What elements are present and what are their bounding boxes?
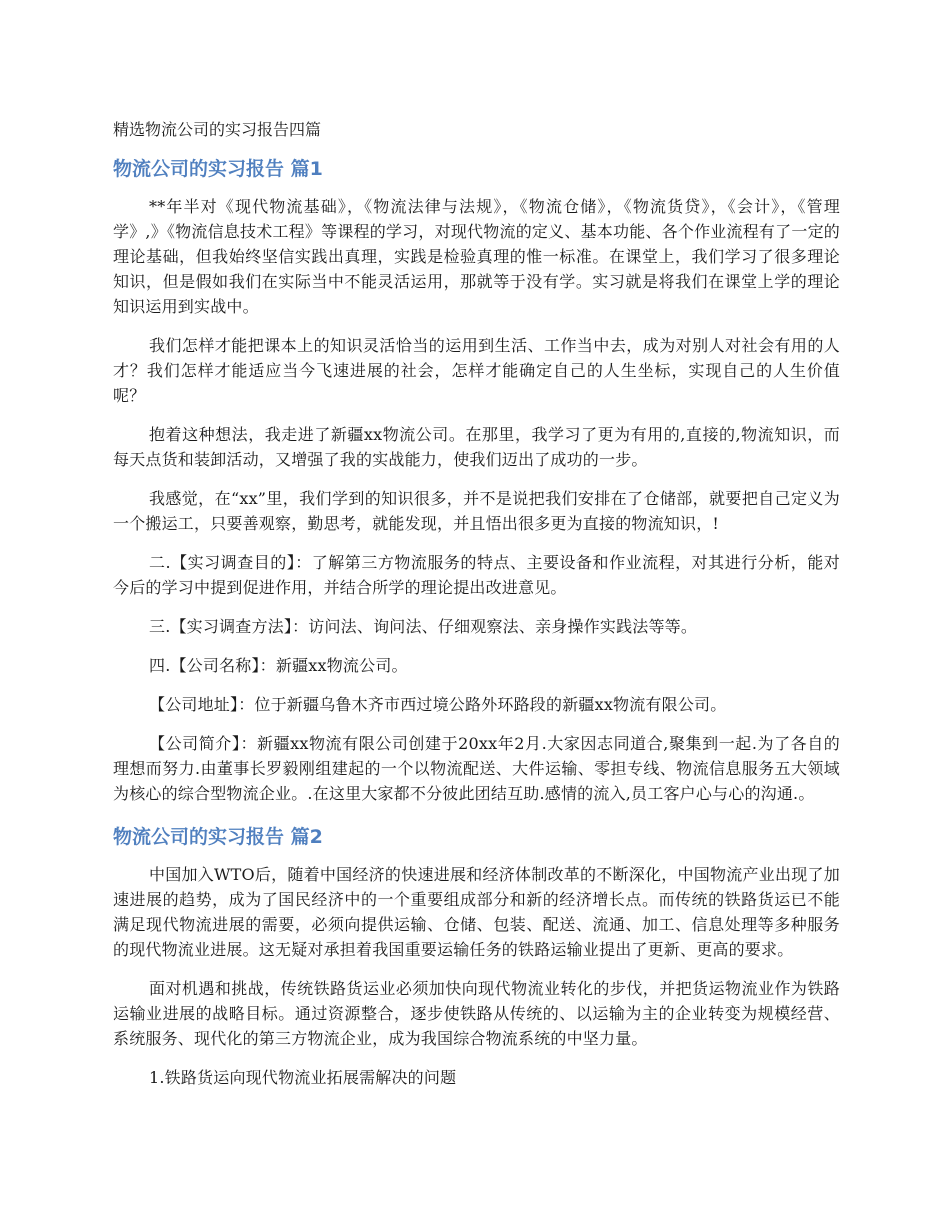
- paragraph: 抱着这种想法，我走进了新疆xx物流公司。在那里，我学习了更为有用的,直接的,物流知识，而每天点货和装卸活动，又增强了我的实战能力，使我们迈出了成功的一步。: [113, 425, 840, 469]
- paragraph: 三.【实习调查方法】：访问法、询问法、仔细观察法、亲身操作实践法等等。: [149, 617, 698, 636]
- section-heading: 物流公司的实习报告 篇2: [113, 826, 323, 848]
- section-2: [113, 824, 840, 1090]
- document-page: [113, 118, 840, 1104]
- paragraph: 我感觉，在“xx”里，我们学到的知识很多，并不是说把我们安排在了仓储部，就要把自己定义为一个搬运工，只要善观察，勤思考，就能发现，并且悟出很多更为直接的物流知识，!: [113, 489, 840, 533]
- list-item: 1.铁路货运向现代物流业拓展需解决的问题: [149, 1068, 457, 1087]
- paragraph: 我们怎样才能把课本上的知识灵活恰当的运用到生活、工作当中去，成为对别人对社会有用的人才？我们怎样才能适应当今飞速进展的社会，怎样才能确定自己的人生坐标，实现自己的人生价值呢？: [113, 336, 840, 405]
- section-1: [113, 156, 840, 806]
- paragraph: 【公司地址】：位于新疆乌鲁木齐市西过境公路外环路段的新疆xx物流有限公司。: [149, 695, 727, 714]
- paragraph: 二.【实习调查目的】：了解第三方物流服务的特点、主要设备和作业流程，对其进行分析，能对今后的学习中提到促进作用，并结合所学的理论提出改进意见。: [113, 553, 840, 597]
- document-title: 精选物流公司的实习报告四篇: [113, 120, 322, 139]
- paragraph: 四.【公司名称】：新疆xx物流公司。: [149, 656, 408, 675]
- section-heading: 物流公司的实习报告 篇1: [113, 158, 323, 180]
- paragraph: 面对机遇和挑战，传统铁路货运业必须加快向现代物流业转化的步伐，并把货运物流业作为铁路运输业进展的战略目标。通过资源整合，逐步使铁路从传统的、以运输为主的企业转变为规模经营、系统服务、现代化的第三方物流企业，成为我国综合物流系统的中坚力量。: [113, 979, 840, 1048]
- paragraph: 【公司简介】：新疆xx物流有限公司创建于20xx年2月.大家因志同道合,聚集到一起.为了各自的理想而努力.由董事长罗毅刚组建起的一个以物流配送、大件运输、零担专线、物流信息服务五大领域为核心的综合型物流企业。.在这里大家都不分彼此团结互助.感情的流入,员工客户心与心的沟通.。: [113, 734, 840, 803]
- paragraph: **年半对《现代物流基础》，《物流法律与法规》，《物流仓储》，《物流货贷》，《会计》，《管理学》,》《物流信息技术工程》等课程的学习，对现代物流的定义、基本功能、各个作业流程有了一定的理论基础，但我始终坚信实践出真理，实践是检验真理的惟一标准。在课堂上，我们学习了很多理论知识，但是假如我们在实际当中不能灵活运用，那就等于没有学。实习就是将我们在课堂上学的理论知识运用到实战中。: [113, 197, 840, 316]
- paragraph: 中国加入WTO后，随着中国经济的快速进展和经济体制改革的不断深化，中国物流产业出现了加速进展的趋势，成为了国民经济中的一个重要组成部分和新的经济增长点。而传统的铁路货运已不能满足现代物流进展的需要，必须向提供运输、仓储、包装、配送、流通、加工、信息处理等多种服务的现代物流业进展。这无疑对承担着我国重要运输任务的铁路运输业提出了更新、更高的要求。: [113, 865, 840, 959]
